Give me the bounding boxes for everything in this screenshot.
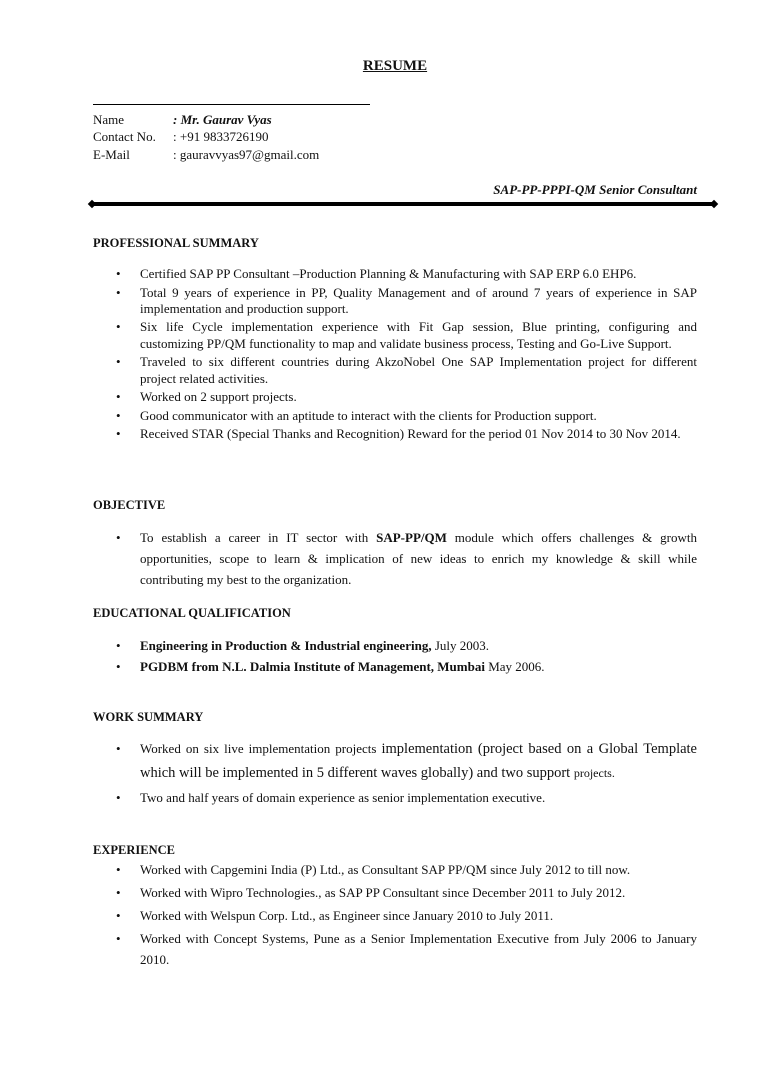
divider <box>93 104 370 105</box>
list-item: • Worked on six live implementation projects implementation (project based on a Global Template which will be implemented in 5 different waves globally) and two support projects. <box>116 741 697 781</box>
summary-heading: PROFESSIONAL SUMMARY <box>93 236 259 250</box>
objective-heading: OBJECTIVE <box>93 498 166 512</box>
work-heading: WORK SUMMARY <box>93 710 204 724</box>
list-item: • To establish a career in IT sector with SAP-PP/QM module which offers challenges & growth opportunities, scope to learn & implication of new ideas to enrich my knowledge & skill while contributing my best to the organization. <box>116 530 697 587</box>
list-item: • PGDBM from N.L. Dalmia Institute of Management, Mumbai May 2006. <box>116 659 545 674</box>
list-item: • Received STAR (Special Thanks and Recognition) Reward for the period 01 Nov 2014 to 30 Nov 2014. <box>116 426 681 442</box>
list-item: • Six life Cycle implementation experience with Fit Gap session, Blue printing, configuring and customizing PP/QM functionality to map and validate business process, Testing and Go-Live Support. <box>116 319 697 351</box>
education-list <box>93 635 697 677</box>
list-item: • Total 9 years of experience in PP, Quality Management and of around 7 years of experience in SAP implementation and production support. <box>116 284 697 316</box>
list-item: • Worked with Capgemini India (P) Ltd., as Consultant SAP PP/QM since July 2012 to till now. <box>116 862 631 877</box>
summary-list <box>93 266 697 445</box>
list-item: • Worked with Wipro Technologies., as SAP PP Consultant since December 2011 to July 2012. <box>116 885 626 900</box>
contact-email: E-Mail : gauravvyas97@gmail.com <box>93 147 320 162</box>
thick-divider <box>92 202 714 206</box>
list-item: • Engineering in Production & Industrial engineering, July 2003. <box>116 638 489 653</box>
diamond-icon <box>710 200 718 208</box>
list-item: • Traveled to six different countries during AkzoNobel One SAP Implementation project for different project related activities. <box>116 354 697 386</box>
list-item: • Good communicator with an aptitude to interact with the clients for Production support. <box>116 407 597 423</box>
list-item: • Worked on 2 support projects. <box>116 389 297 405</box>
work-list <box>93 737 697 810</box>
resume-title: RESUME <box>362 58 428 74</box>
job-title: SAP-PP-PPPI-QM Senior Consultant <box>493 182 697 197</box>
contact-phone: Contact No. : +91 9833726190 <box>93 129 269 144</box>
education-heading: EDUCATIONAL QUALIFICATION <box>93 606 291 620</box>
experience-heading: EXPERIENCE <box>93 843 175 857</box>
list-item: • Certified SAP PP Consultant –Production Planning & Manufacturing with SAP ERP 6.0 EHP6. <box>116 266 637 281</box>
list-item: • Two and half years of domain experience as senior implementation executive. <box>116 790 546 805</box>
list-item: • Worked with Concept Systems, Pune as a Senior Implementation Executive from July 2006 to January 2010. <box>116 931 697 967</box>
objective-list <box>93 527 697 590</box>
experience-list <box>93 859 697 972</box>
contact-name: Name : Mr. Gaurav Vyas <box>93 112 272 127</box>
list-item: • Worked with Welspun Corp. Ltd., as Engineer since January 2010 to July 2011. <box>116 908 554 923</box>
